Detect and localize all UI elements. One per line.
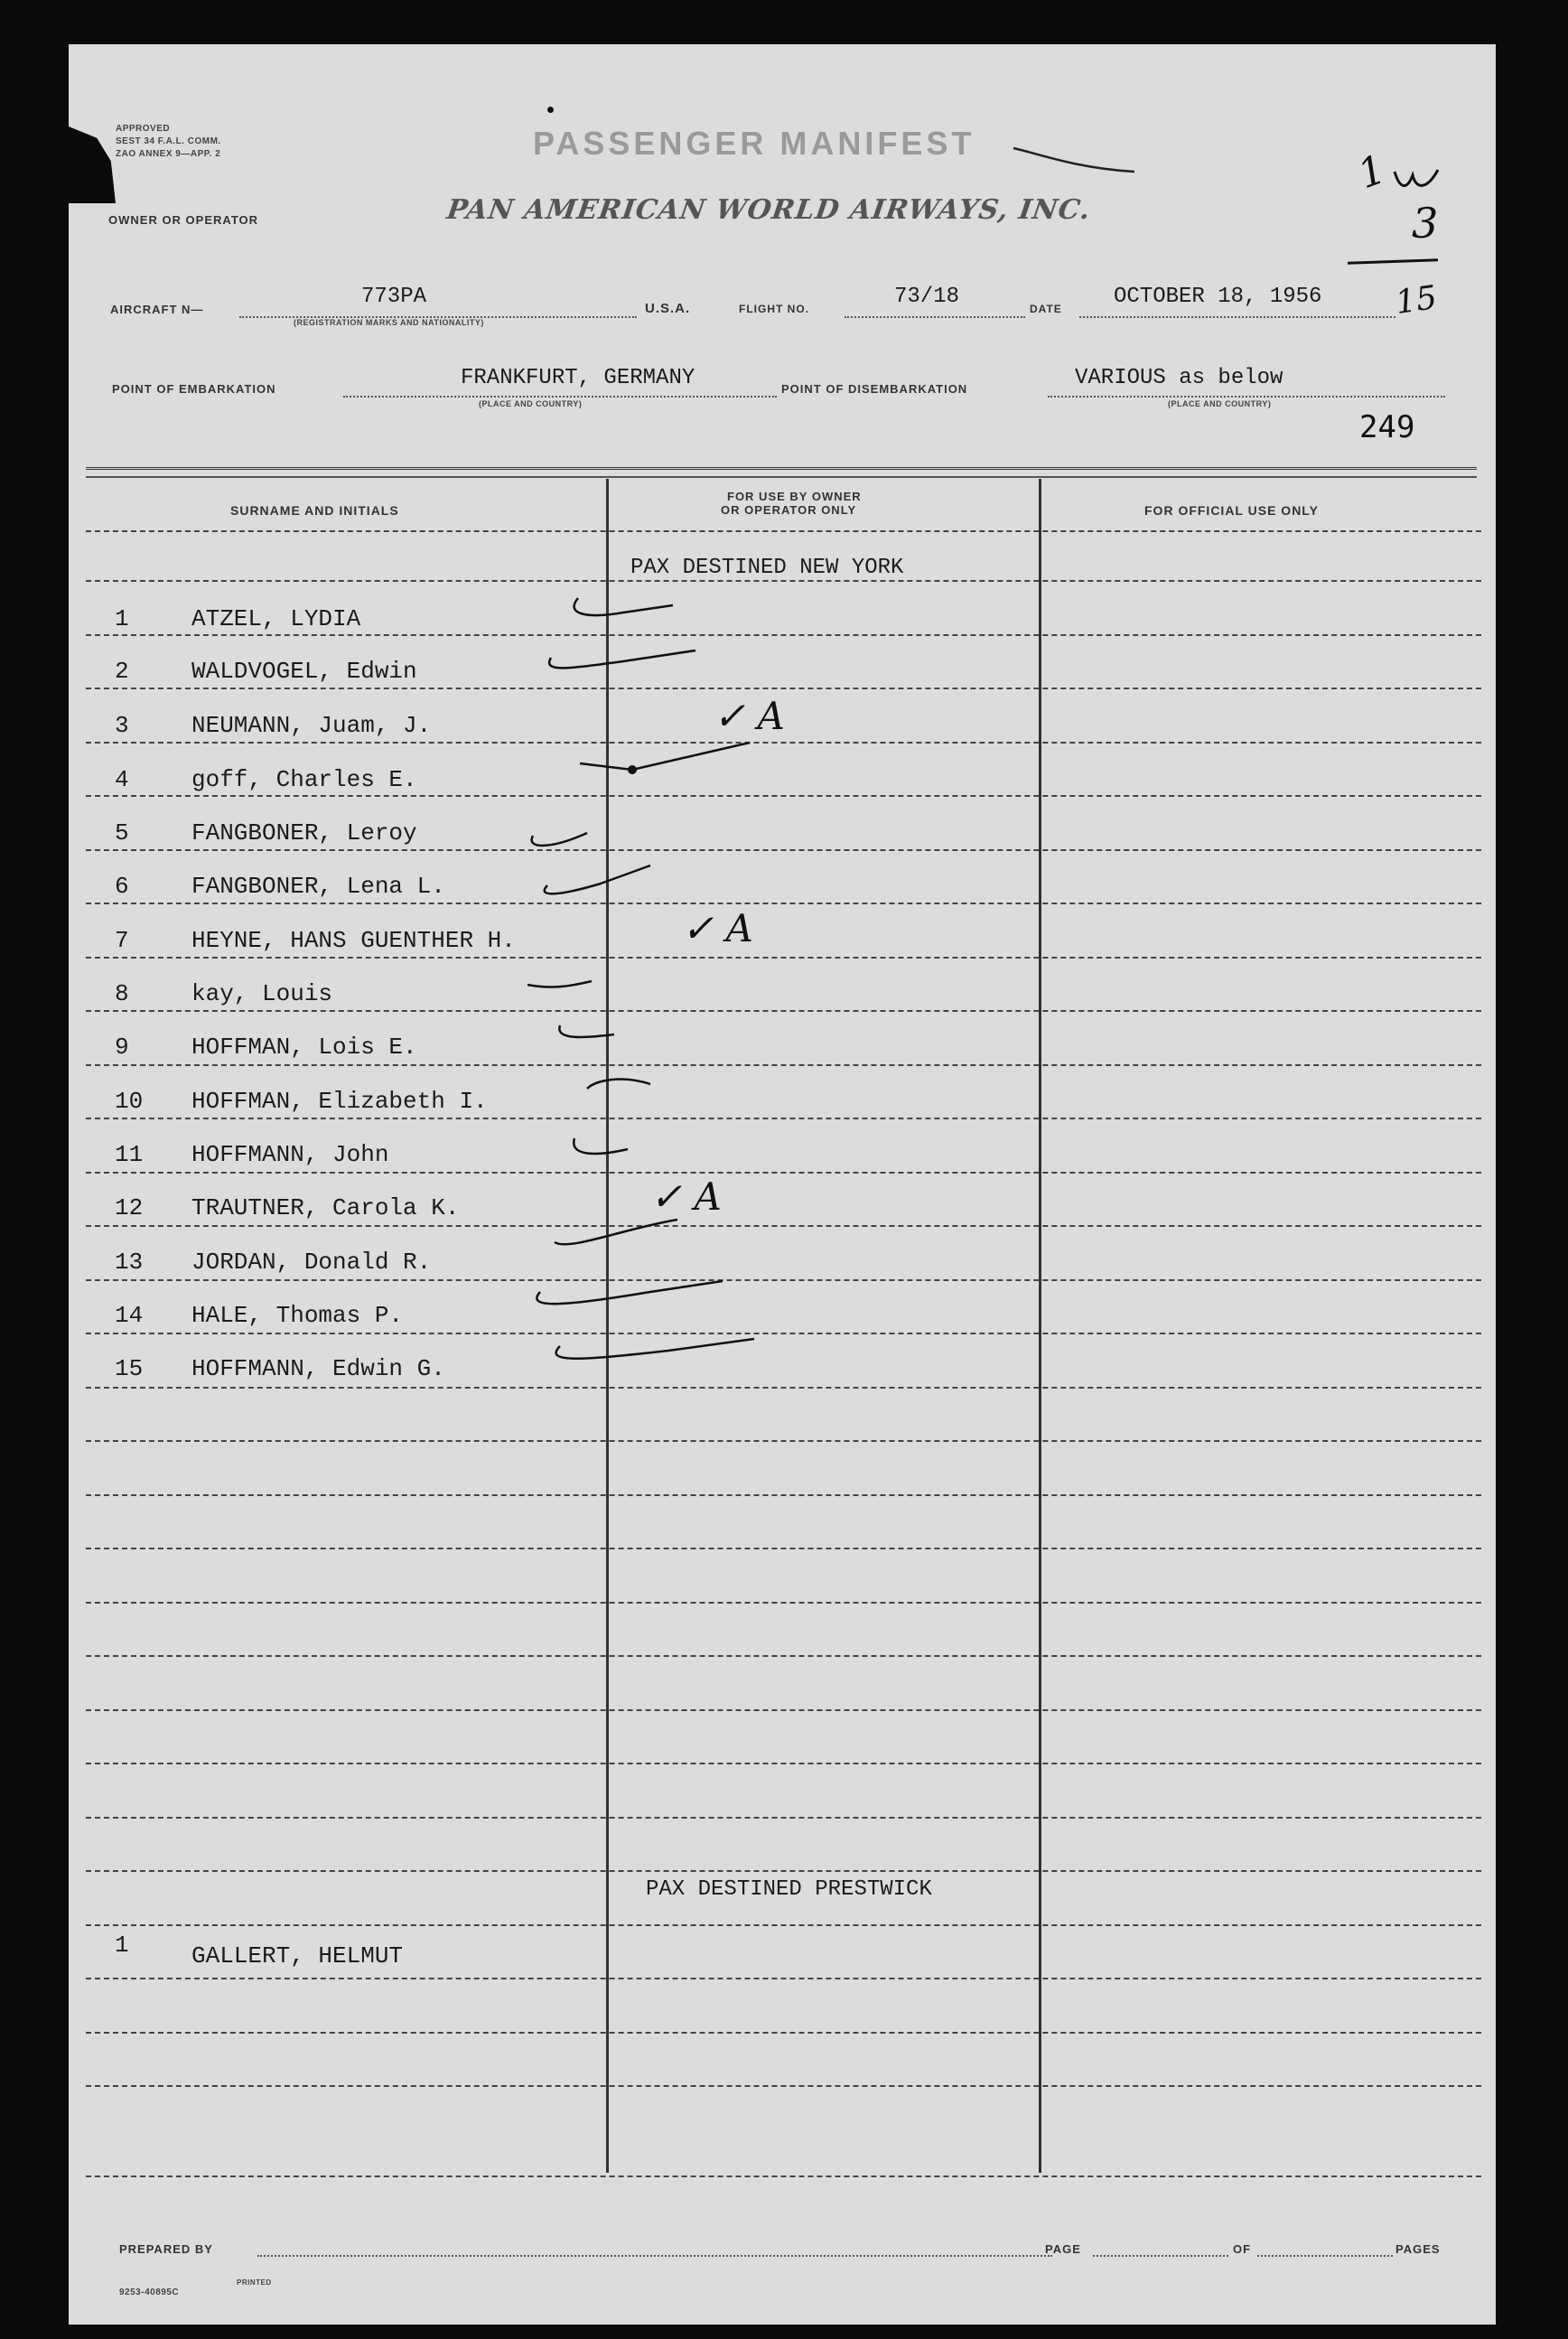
embarkation-caption: (PLACE AND COUNTRY) xyxy=(479,399,583,408)
passenger-name: goff, Charles E. xyxy=(191,766,417,793)
table-rule xyxy=(86,1440,1481,1442)
row-number: 4 xyxy=(115,766,129,793)
row-number: 5 xyxy=(115,819,129,847)
row-number: 6 xyxy=(115,873,129,900)
column-header-operator-1: FOR USE BY OWNER xyxy=(727,490,862,503)
column-header-operator-2: OR OPERATOR ONLY xyxy=(721,503,857,517)
table-rule xyxy=(86,1978,1481,1979)
disembarkation-value: VARIOUS as below xyxy=(1075,366,1283,390)
disembarkation-caption: (PLACE AND COUNTRY) xyxy=(1168,399,1272,408)
approval-line-3: ZAO ANNEX 9—APP. 2 xyxy=(116,149,221,159)
column-divider-2 xyxy=(1039,479,1041,2173)
handwritten-scribble xyxy=(1391,163,1445,199)
passenger-name: kay, Louis xyxy=(191,980,333,1007)
table-rule xyxy=(86,1655,1481,1657)
table-rule xyxy=(86,1870,1481,1872)
title-dot xyxy=(547,107,554,113)
handwritten-count: 15 xyxy=(1393,279,1440,322)
row-number: 3 xyxy=(115,712,129,739)
aircraft-caption: (REGISTRATION MARKS AND NATIONALITY) xyxy=(294,318,484,327)
title-underline-stroke xyxy=(1012,136,1138,181)
table-rule xyxy=(86,2085,1481,2087)
row-number: 13 xyxy=(115,1249,144,1276)
passenger-name: FANGBONER, Lena L. xyxy=(191,873,445,900)
table-top-border xyxy=(86,467,1477,470)
table-rule xyxy=(86,2032,1481,2034)
passenger-name: HOFFMAN, Elizabeth I. xyxy=(191,1088,488,1115)
passenger-name: HOFFMANN, John xyxy=(191,1141,389,1168)
aircraft-label: AIRCRAFT N— xyxy=(110,303,204,316)
table-rule xyxy=(86,1494,1481,1496)
table-rule xyxy=(86,1924,1481,1926)
form-code: 9253-40895C xyxy=(119,2288,180,2297)
row-number: 8 xyxy=(115,980,129,1007)
column-header-official: FOR OFFICIAL USE ONLY xyxy=(1144,503,1319,518)
section-title-prestwick: PAX DESTINED PRESTWICK xyxy=(646,1877,932,1902)
column-header-surname: SURNAME AND INITIALS xyxy=(230,503,399,518)
table-rule xyxy=(86,1817,1481,1819)
table-top-border-2 xyxy=(86,476,1477,478)
row-number: 1 xyxy=(115,1932,129,1959)
passenger-name: ATZEL, LYDIA xyxy=(191,605,361,632)
prepared-by-underline xyxy=(257,2255,1052,2257)
flight-underline xyxy=(845,316,1025,318)
table-rule xyxy=(86,1387,1481,1389)
approval-line-1: APPROVED xyxy=(116,124,171,134)
passenger-name: JORDAN, Donald R. xyxy=(191,1249,432,1276)
table-rule xyxy=(86,1548,1481,1549)
owner-label: OWNER OR OPERATOR xyxy=(108,213,259,227)
tick-strokes xyxy=(515,578,786,1373)
operator-mark-row-12: ✓ A xyxy=(650,1174,722,1219)
operator-mark-row-3: ✓ A xyxy=(714,694,785,738)
row-number: 11 xyxy=(115,1141,144,1168)
table-rule xyxy=(86,2175,1481,2177)
row-number: 7 xyxy=(115,927,129,954)
passenger-name: WALDVOGEL, Edwin xyxy=(191,658,417,685)
row-number: 12 xyxy=(115,1194,144,1221)
passenger-name: HALE, Thomas P. xyxy=(191,1302,404,1329)
passenger-name: HEYNE, HANS GUENTHER H. xyxy=(191,927,516,954)
handwritten-page-number: 3 xyxy=(1412,199,1439,248)
flight-number: 73/18 xyxy=(894,285,960,309)
row-number: 9 xyxy=(115,1034,129,1061)
flight-label: FLIGHT NO. xyxy=(739,303,809,315)
embarkation-value: FRANKFURT, GERMANY xyxy=(461,366,695,390)
passenger-name: GALLERT, HELMUT xyxy=(191,1942,404,1969)
passenger-name: TRAUTNER, Carola K. xyxy=(191,1194,460,1221)
passenger-name: FANGBONER, Leroy xyxy=(191,819,417,847)
handwritten-mark: 1 xyxy=(1352,145,1392,199)
row-number: 14 xyxy=(115,1302,144,1329)
row-number: 1 xyxy=(115,605,129,632)
page-title: PASSENGER MANIFEST xyxy=(533,125,975,162)
table-rule xyxy=(86,1709,1481,1711)
page-label: PAGE xyxy=(1045,2242,1081,2256)
stamp-number: 249 xyxy=(1359,409,1415,445)
of-underline xyxy=(1257,2255,1393,2257)
row-number: 10 xyxy=(115,1088,144,1115)
page-underline xyxy=(1093,2255,1228,2257)
usa-label: U.S.A. xyxy=(645,301,691,316)
table-rule xyxy=(86,1763,1481,1764)
embarkation-underline xyxy=(343,396,777,398)
company-name: PAN AMERICAN WORLD AIRWAYS, INC. xyxy=(444,194,1093,226)
aircraft-value: 773PA xyxy=(361,285,427,309)
flight-date: OCTOBER 18, 1956 xyxy=(1114,285,1322,309)
table-rule xyxy=(86,1602,1481,1604)
passenger-name: HOFFMANN, Edwin G. xyxy=(191,1355,445,1382)
pages-label: PAGES xyxy=(1395,2242,1441,2256)
approval-line-2: SEST 34 F.A.L. COMM. xyxy=(116,136,221,146)
row-number: 2 xyxy=(115,658,129,685)
table-rule xyxy=(86,530,1481,532)
section-title-new-york: PAX DESTINED NEW YORK xyxy=(630,556,904,580)
operator-mark-row-7: ✓ A xyxy=(682,906,753,950)
disembarkation-underline xyxy=(1048,396,1445,398)
date-underline xyxy=(1079,316,1395,318)
passenger-name: HOFFMAN, Lois E. xyxy=(191,1034,417,1061)
of-label: OF xyxy=(1233,2242,1252,2256)
row-number: 15 xyxy=(115,1355,144,1382)
embarkation-label: POINT OF EMBARKATION xyxy=(112,382,276,396)
date-label: DATE xyxy=(1030,303,1062,315)
disembarkation-label: POINT OF DISEMBARKATION xyxy=(781,382,968,396)
printed-label: PRINTED xyxy=(237,2278,272,2287)
passenger-name: NEUMANN, Juam, J. xyxy=(191,712,432,739)
prepared-by-label: PREPARED BY xyxy=(119,2242,213,2256)
